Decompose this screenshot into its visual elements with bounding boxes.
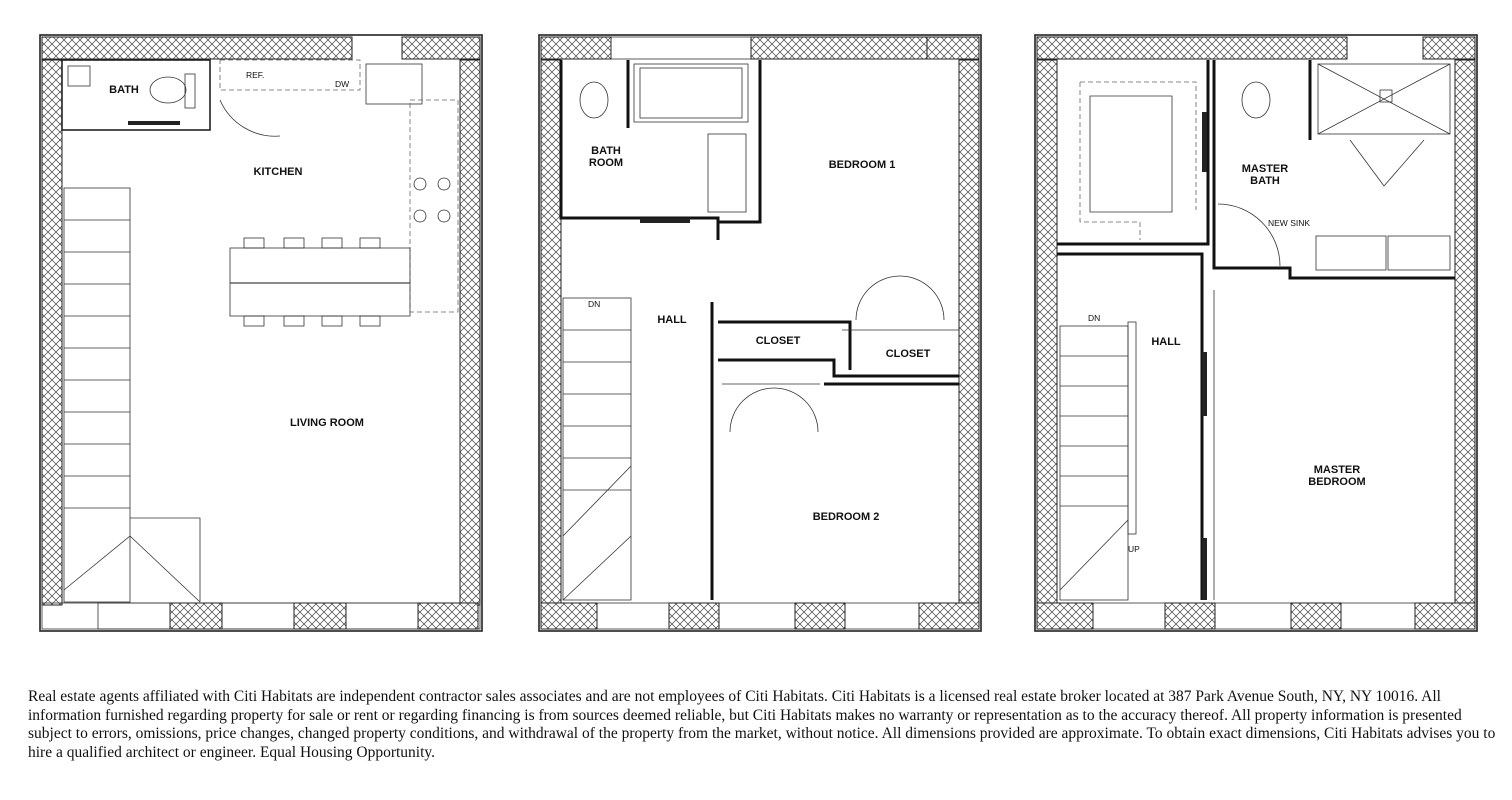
room-label-hall: HALL (657, 314, 687, 326)
room-label-bedroom-1: BEDROOM 1 (828, 159, 896, 171)
right-hatched-wall (1455, 60, 1475, 605)
bath-door (128, 121, 180, 125)
room-label-bath-line2: ROOM (588, 157, 624, 169)
top-wall (42, 37, 352, 59)
room-label-living-room: LIVING ROOM (290, 417, 364, 429)
room-label-master-bath-line2: BATH (1250, 175, 1280, 187)
room-label-closet-1: CLOSET (755, 335, 801, 347)
legal-disclaimer: Real estate agents affiliated with Citi Habitats are independent contractor sales associates and are not employees of Citi Habitats. Citi Habitats is a licensed real estate broker located at 387 Park Avenue South, NY, NY 10016. All information furnished regarding property for sale or rent or regarding financing is from sources deemed reliable, but Citi Habitats makes no warranty or representation as to the accuracy thereof. All property information is presented subject to errors, omissions, price changes, changed property conditions, and withdrawal of the property from the market, without notice. All dimensions provided are approximate. To obtain exact dimensions, Citi Habitats advises you to hire a qualified architect or engineer. Equal Housing Opportunity. (28, 688, 1496, 761)
room-label-master-bedroom-line1: MASTER (1313, 464, 1361, 476)
fixture-label-new-sink: NEW SINK (1268, 218, 1311, 228)
floor-plan-1 (40, 35, 482, 631)
stair-label-up: UP (1128, 544, 1140, 554)
room-label-bedroom-2: BEDROOM 2 (812, 511, 880, 523)
top-wall-right (402, 37, 480, 59)
fixture-label-dw: DW (335, 79, 350, 89)
room-label-bath-line1: BATH (591, 145, 621, 157)
left-hatched-wall (1037, 60, 1057, 605)
top-wall (751, 37, 927, 59)
top-wall-left (541, 37, 611, 59)
left-hatched-wall (42, 60, 62, 605)
room-label-master-bath-line1: MASTER (1241, 163, 1289, 175)
room-label-hall: HALL (1151, 336, 1181, 348)
stair-label-dn: DN (1088, 313, 1101, 323)
floor-plan-2 (539, 35, 981, 631)
room-label-bath: BATH (109, 84, 139, 96)
room-label-master-bedroom-line2: BEDROOM (1308, 476, 1366, 488)
room-label-kitchen: KITCHEN (253, 166, 303, 178)
stair-label-dn: DN (588, 299, 601, 309)
fixture-label-ref: REF. (246, 70, 265, 80)
outer-wall (1035, 35, 1477, 631)
room-label-closet-2: CLOSET (885, 348, 931, 360)
right-hatched-wall (460, 60, 480, 605)
right-hatched-wall (959, 60, 979, 605)
left-hatched-wall (541, 60, 561, 605)
floor-plan-3 (1035, 35, 1477, 631)
top-wall (1037, 37, 1347, 59)
